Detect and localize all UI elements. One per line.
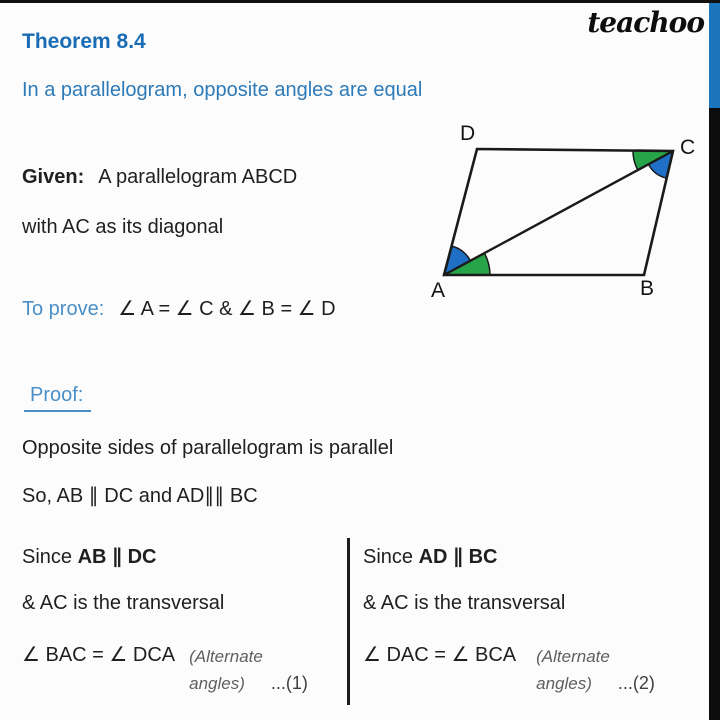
vertex-label-B: B [640,277,655,300]
column-divider [347,538,350,705]
equation-ref: ...(2) [617,673,655,694]
since-line [363,544,497,569]
theorem-statement: In a parallelogram, opposite angles are equal [22,79,423,101]
equation-row [363,642,655,698]
transversal-line: & AC is the transversal [363,592,566,614]
since-prefix: Since [363,546,419,568]
note-line-1: (Alternate [536,647,610,666]
proof-label: Proof: [24,384,91,412]
transversal-line: & AC is the transversal [22,592,225,614]
teachoo-logo: teachoo [587,6,704,39]
diagonal-AC [444,151,673,275]
vertex-label-C: C [680,136,696,159]
angle-equation: ∠ DAC = ∠ BCA [363,644,517,666]
note-line-1: (Alternate [189,647,263,666]
angle-equation: ∠ BAC = ∠ DCA [22,644,176,666]
vertex-label-D: D [460,122,476,145]
right-edge-blue-bar [709,3,720,108]
note-line-2: angles) [189,674,245,694]
to-prove-label: To prove: [22,298,105,320]
since-line [22,544,156,569]
alternate-angles-note [536,644,655,698]
given-label: Given: [22,166,85,188]
to-prove-line [22,296,336,321]
proof-statement-2: So, AB ∥ DC and AD∥∥ BC [22,485,258,507]
vertex-label-A: A [431,279,446,302]
proof-statement-1: Opposite sides of parallelogram is parallel [22,437,394,459]
to-prove-text: ∠ A = ∠ C & ∠ B = ∠ D [118,298,336,320]
since-sides: AB ∥ DC [77,546,157,568]
alternate-angles-note [189,644,308,698]
given-text: A parallelogram ABCD [98,166,298,188]
theorem-title: Theorem 8.4 [22,30,146,53]
parallelogram-diagram [415,110,715,305]
equation-row [22,642,308,698]
given-line2: with AC as its diagonal [22,216,224,238]
equation-ref: ...(1) [270,673,308,694]
top-border-bar [0,0,720,3]
since-sides: AD ∥ BC [418,546,498,568]
given-line [22,166,297,189]
since-prefix: Since [22,546,78,568]
note-line-2: angles) [536,674,592,694]
